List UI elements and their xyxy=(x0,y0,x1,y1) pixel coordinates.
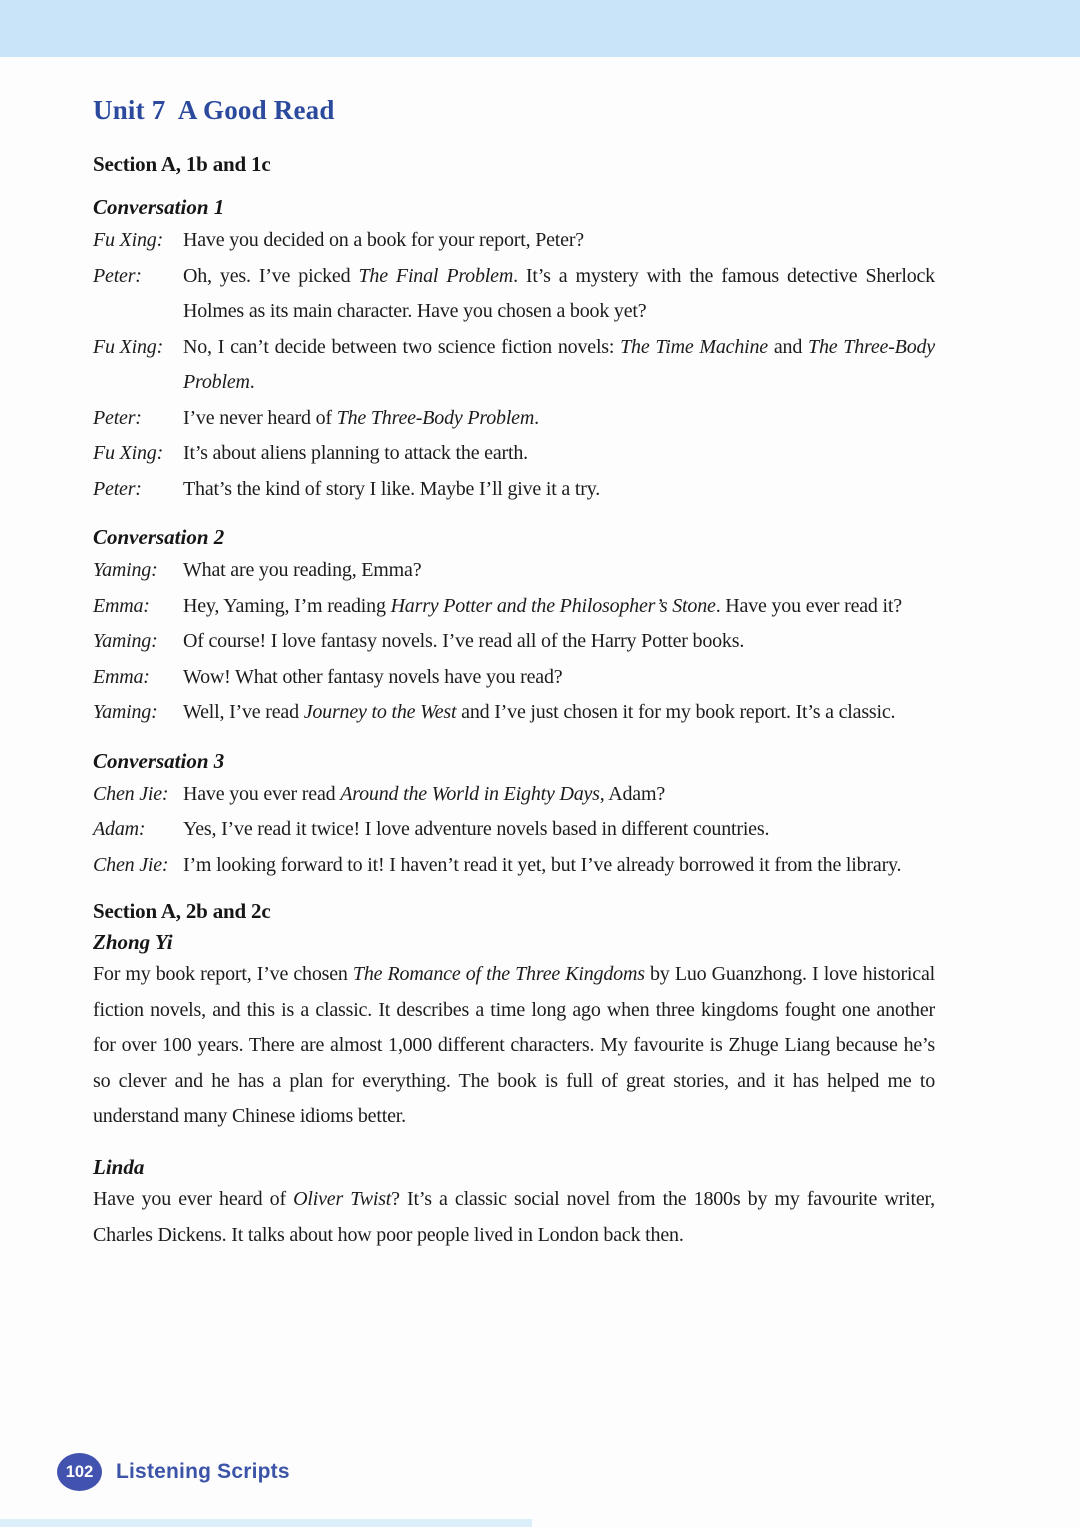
speaker-heading: Linda xyxy=(93,1154,145,1179)
page-number-badge: 102 xyxy=(57,1453,102,1491)
dialogue-line xyxy=(93,589,935,625)
speaker-name: Chen Jie: xyxy=(93,853,169,876)
speaker-name: Fu Xing: xyxy=(93,335,164,358)
monologue-paragraph: For my book report, I’ve chosen The Romance of the Three Kingdoms by Luo Guanzhong. I love historical fiction novels, and this is a classic. It describes a time long ago when three kingdoms fought one another for over 100 years. There are almost 1,000 different characters. My favourite is Zhuge Liang because he’s so clever and he has a plan for everything. The book is full of great stories, and it has helped me to understand many Chinese idioms better. xyxy=(93,963,935,1128)
page-footer xyxy=(57,1453,290,1491)
speech-text: Have you decided on a book for your report, Peter? xyxy=(183,229,584,251)
conversation-block xyxy=(93,525,935,731)
speaker-name: Chen Jie: xyxy=(93,782,169,805)
speaker-name: Yaming: xyxy=(93,559,158,581)
monologues xyxy=(93,930,935,1253)
speaker-name: Fu Xing: xyxy=(93,442,164,464)
speech-text: Wow! What other fantasy novels have you read? xyxy=(183,665,563,688)
speech-text: No, I can’t decide between two science fiction novels: The Time Machine and The Three-Body Problem. xyxy=(183,335,935,393)
dialogue-line xyxy=(93,695,935,731)
speaker-name: Fu Xing: xyxy=(93,229,164,251)
speaker-name: Peter: xyxy=(93,264,142,287)
speaker-name: Adam: xyxy=(93,818,146,840)
conversation-title: Conversation 3 xyxy=(93,748,225,773)
dialogue-line xyxy=(93,848,935,884)
speaker-heading: Zhong Yi xyxy=(93,930,173,954)
speech-text: Hey, Yaming, I’m reading Harry Potter and the Philosopher’s Stone. Have you ever read it? xyxy=(183,594,902,617)
speaker-name: Emma: xyxy=(93,594,150,617)
dialogue-line xyxy=(93,660,935,696)
dialogue-line xyxy=(93,223,935,259)
speech-text: Have you ever read Around the World in Eighty Days, Adam? xyxy=(183,782,666,805)
dialogue-line xyxy=(93,553,935,589)
conversations xyxy=(93,195,935,883)
dialogue-line xyxy=(93,401,935,437)
speaker-name: Peter: xyxy=(93,406,142,429)
speech-text: Yes, I’ve read it twice! I love adventure novels based in different countries. xyxy=(183,818,770,840)
footer-section-label: Listening Scripts xyxy=(116,1460,290,1483)
monologue-paragraph: Have you ever heard of Oliver Twist? It’s a classic social novel from the 1800s by my favourite writer, Charles Dickens. It talks about how poor people lived in London back then. xyxy=(93,1187,935,1246)
speech-text: I’m looking forward to it! I haven’t read it yet, but I’ve already borrowed it from the library. xyxy=(183,853,902,876)
conversation-block xyxy=(93,195,935,507)
conversation-block xyxy=(93,749,935,884)
conversation-title: Conversation 2 xyxy=(93,525,225,549)
page-bottom-band xyxy=(0,1519,532,1527)
speaker-name: Emma: xyxy=(93,665,150,688)
speaker-name: Peter: xyxy=(93,477,142,500)
dialogue-line xyxy=(93,624,935,660)
section-heading-2: Section A, 2b and 2c xyxy=(93,899,271,923)
speaker-name: Yaming: xyxy=(93,630,158,652)
speech-text: Well, I’ve read Journey to the West and I’ve just chosen it for my book report. It’s a classic. xyxy=(183,701,896,723)
speech-text: Oh, yes. I’ve picked The Final Problem. It’s a mystery with the famous detective Sherlock Holmes as its main character. Have you chosen a book yet? xyxy=(183,264,935,322)
speech-text: Of course! I love fantasy novels. I’ve read all of the Harry Potter books. xyxy=(183,630,745,652)
unit-title: Unit 7 A Good Read xyxy=(93,95,335,125)
dialogue-line xyxy=(93,472,935,508)
speech-text: It’s about aliens planning to attack the earth. xyxy=(183,442,528,464)
dialogue-line xyxy=(93,777,935,813)
speaker-name: Yaming: xyxy=(93,701,158,723)
dialogue-line xyxy=(93,812,935,848)
dialogue-line xyxy=(93,330,935,401)
speech-text: That’s the kind of story I like. Maybe I’ll give it a try. xyxy=(183,477,601,500)
page-content xyxy=(93,57,935,1253)
page-header-band xyxy=(0,0,1080,57)
dialogue-line xyxy=(93,436,935,472)
speech-text: I’ve never heard of The Three-Body Problem. xyxy=(183,406,539,429)
conversation-title: Conversation 1 xyxy=(93,195,225,219)
section-heading-1: Section A, 1b and 1c xyxy=(93,152,271,176)
dialogue-line xyxy=(93,259,935,330)
speech-text: What are you reading, Emma? xyxy=(183,559,422,581)
